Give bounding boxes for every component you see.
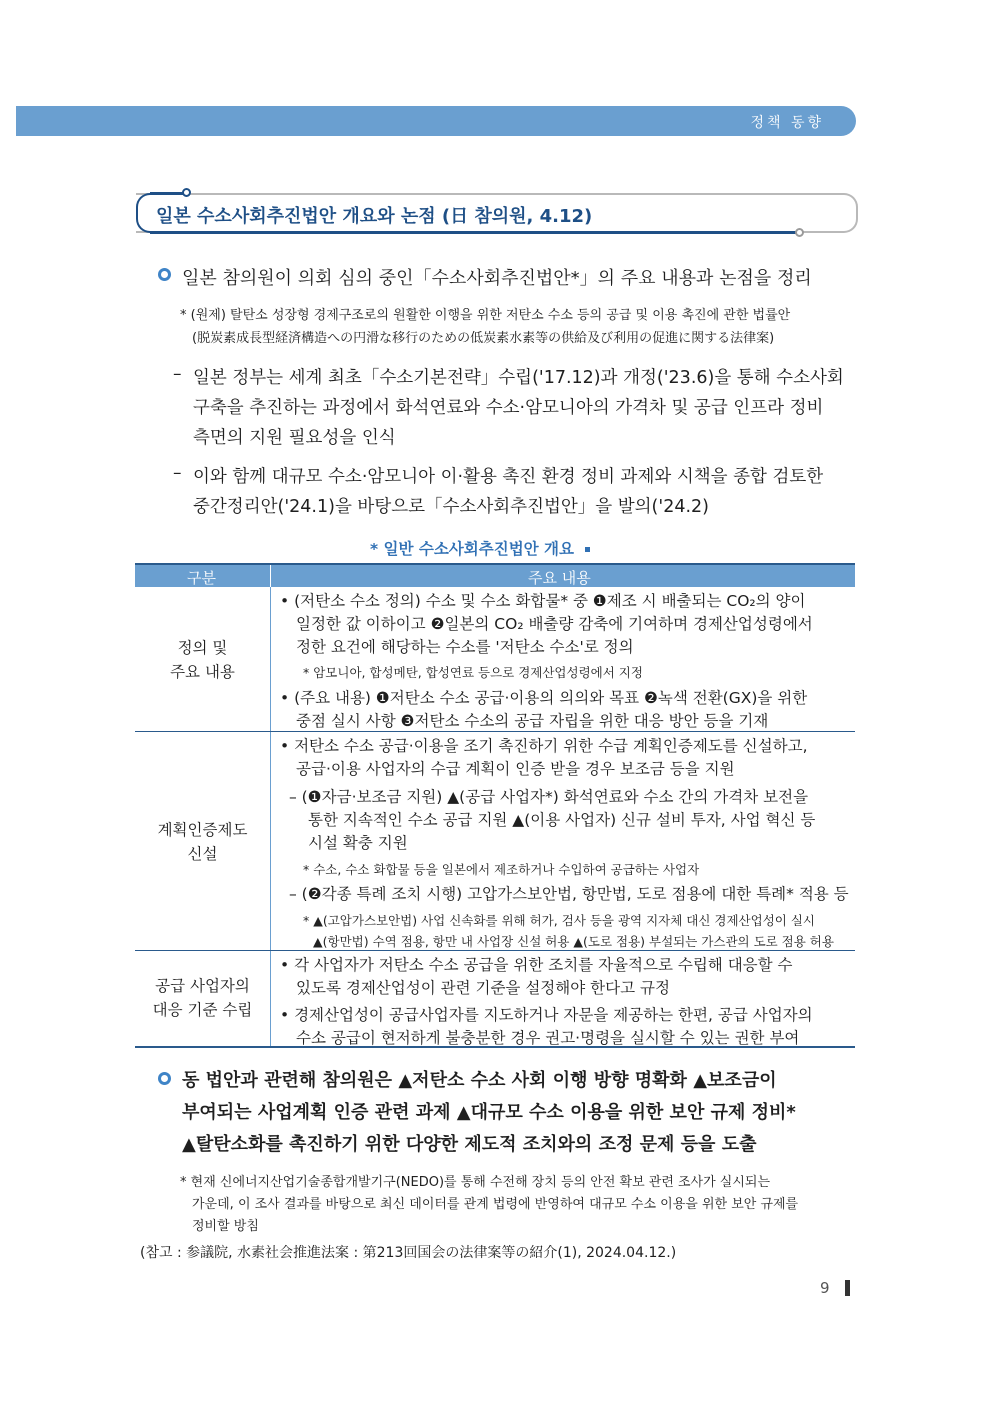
table-column-divider: [270, 565, 271, 1047]
dash-text-line: 일본 정부는 세계 최초「수소기본전략」수립('17.12)과 개정('23.6)을 통해 수소사회: [193, 368, 844, 388]
conclusion-line: 동 법안과 관련해 참의원은 ▲저탄소 수소 사회 이행 방향 명확화 ▲보조금이: [182, 1070, 777, 1091]
table-row-label: [135, 636, 270, 684]
row-label-line: 공급 사업자의: [155, 977, 250, 995]
table-cell-line: 중점 실시 사항 ❸저탄소 수소의 공급 자립을 위한 대응 방안 등을 기재: [296, 712, 769, 730]
table-row-label: [135, 974, 270, 1022]
table-cell-line: • 저탄소 수소 공급·이용을 조기 촉진하기 위한 수급 계획인증제도를 신설하고,: [280, 737, 808, 755]
table-cell-note: * ▲(고압가스보안법) 사업 신속화를 위해 허가, 검사 등을 광역 지자체 대신 경제산업성이 실시: [303, 913, 815, 928]
table-cell-line: 시설 확충 지원: [308, 834, 408, 852]
circle-bullet-icon: [158, 268, 171, 281]
row-label-line: 대응 기준 수립: [152, 1001, 253, 1019]
table-cell-line: • (저탄소 수소 정의) 수소 및 수소 화합물* 중 ❶제조 시 배출되는 CO₂의 양이: [280, 592, 806, 610]
table-row-divider: [135, 731, 855, 732]
title-accent-top: [150, 192, 186, 195]
table-cell-line: – (❷각종 특례 조치 시행) 고압가스보안법, 항만법, 도로 점용에 대한 특례* 적용 등: [289, 885, 849, 903]
table-header-divider: [270, 565, 271, 587]
dash-text-line: 중간정리안('24.1)을 바탕으로「수소사회추진법안」을 발의('24.2): [193, 497, 709, 517]
conclusion-line: ▲탈탄소화를 촉진하기 위한 다양한 제도적 조치와의 조정 문제 등을 도출: [182, 1134, 757, 1155]
caption-star: *: [370, 540, 379, 558]
dash-text-line: 구축을 추진하는 과정에서 화석연료와 수소·암모니아의 가격차 및 공급 인프라 정비: [193, 398, 824, 418]
dash-text-line: 측면의 지원 필요성을 인식: [193, 428, 396, 448]
table-cell-line: • (주요 내용) ❶저탄소 수소 공급·이용의 의의와 목표 ❷녹색 전환(GX)을 위한: [280, 689, 808, 707]
dash-marker: –: [173, 463, 182, 483]
page-number: 9: [820, 1279, 830, 1297]
row-label-line: 신설: [187, 845, 218, 863]
row-label-line: 계획인증제도: [157, 821, 248, 839]
header-bar: [16, 106, 856, 136]
title-dot-icon: [795, 228, 804, 237]
table-cell-line: 있도록 경제산업성이 관련 기준을 설정해야 한다고 규정: [296, 979, 670, 997]
table-cell-line: 공급·이용 사업자의 수급 계획이 인증 받을 경우 보조금 등을 지원: [296, 760, 735, 778]
title-dot-icon: [182, 188, 191, 197]
table-cell-note: * 암모니아, 합성메탄, 합성연료 등으로 경제산업성령에서 지정: [303, 665, 643, 680]
table-cell-note: ▲(항만법) 수역 점용, 항만 내 사업장 신설 허용 ▲(도로 점용) 부설되는 가스관의 도로 점용 허용: [313, 934, 834, 949]
table-cell-line: – (❶자금·보조금 지원) ▲(공급 사업자*) 화석연료와 수소 간의 가격차 보전을: [289, 788, 809, 806]
conclusion-note-line: 가운데, 이 조사 결과를 바탕으로 최신 데이터를 관계 법령에 반영하여 대규모 수소 이용을 위한 보안 규제를: [192, 1197, 799, 1212]
intro-bullet-text: 일본 참의원이 의회 심의 중인「수소사회추진법안*」의 주요 내용과 논점을 정리: [182, 268, 812, 289]
table-cell-line: 통한 지속적인 수소 공급 지원 ▲(이용 사업자) 신규 설비 투자, 사업 혁신 등: [308, 811, 816, 829]
dash-marker: –: [173, 364, 182, 384]
table-cell-line: 정한 요건에 해당하는 수소를 '저탄소 수소'로 정의: [296, 638, 634, 656]
row-label-line: 정의 및: [177, 639, 228, 657]
table-header-category: 구분: [187, 569, 216, 587]
conclusion-note-line: * 현재 신에너지산업기술종합개발기구(NEDO)를 통해 수전해 장치 등의 안전 확보 관련 조사가 실시되는: [180, 1175, 771, 1190]
table-row-label: [135, 818, 270, 866]
page-number-bar: [845, 1280, 850, 1296]
reference-text: (참고 : 参議院, 水素社会推進法案 : 第213回国会の法律案等の紹介(1), 2024.04.12.): [140, 1245, 677, 1261]
intro-note-line: (脱炭素成長型経済構造への円滑な移行のための低炭素水素等の供給及び利用の促進に関する法律案): [192, 331, 775, 346]
page-title: 일본 수소사회추진법안 개요와 논점 (日 참의원, 4.12): [156, 206, 593, 227]
table-cell-note: * 수소, 수소 화합물 등을 일본에서 제조하거나 수입하여 공급하는 사업자: [303, 862, 700, 877]
table-cell-line: 수소 공급이 현저하게 불충분한 경우 권고·명령을 실시할 수 있는 권한 부여: [296, 1029, 800, 1047]
table-caption: [370, 537, 596, 559]
table-cell-line: • 경제산업성이 공급사업자를 지도하거나 자문을 제공하는 한편, 공급 사업자의: [280, 1006, 813, 1024]
title-accent-bottom: [150, 231, 798, 234]
table-header-row: [135, 565, 855, 587]
conclusion-line: 부여되는 사업계획 인증 관련 과제 ▲대규모 수소 이용을 위한 보안 규제 정비*: [182, 1102, 796, 1123]
square-bullet-icon: [585, 547, 590, 552]
intro-note-line: * (원제) 탈탄소 성장형 경제구조로의 원활한 이행을 위한 저탄소 수소 등의 공급 및 이용 촉진에 관한 법률안: [180, 308, 791, 323]
table-cell-line: 일정한 값 이하이고 ❷일본의 CO₂ 배출량 감축에 기여하며 경제산업성령에서: [296, 615, 813, 633]
row-label-line: 주요 내용: [170, 663, 235, 681]
conclusion-note-line: 정비할 방침: [192, 1219, 259, 1234]
table-row-divider: [135, 950, 855, 951]
circle-bullet-icon: [158, 1072, 171, 1085]
table-header-content: 주요 내용: [528, 569, 591, 587]
section-label: 정책 동향: [750, 115, 824, 131]
dash-text-line: 이와 함께 대규모 수소·암모니아 이·활용 촉진 환경 정비 과제와 시책을 종합 검토한: [193, 467, 824, 487]
table-cell-line: • 각 사업자가 저탄소 수소 공급을 위한 조치를 자율적으로 수립해 대응할 수: [280, 956, 793, 974]
table-caption-text: 일반 수소사회추진법안 개요: [383, 540, 574, 558]
